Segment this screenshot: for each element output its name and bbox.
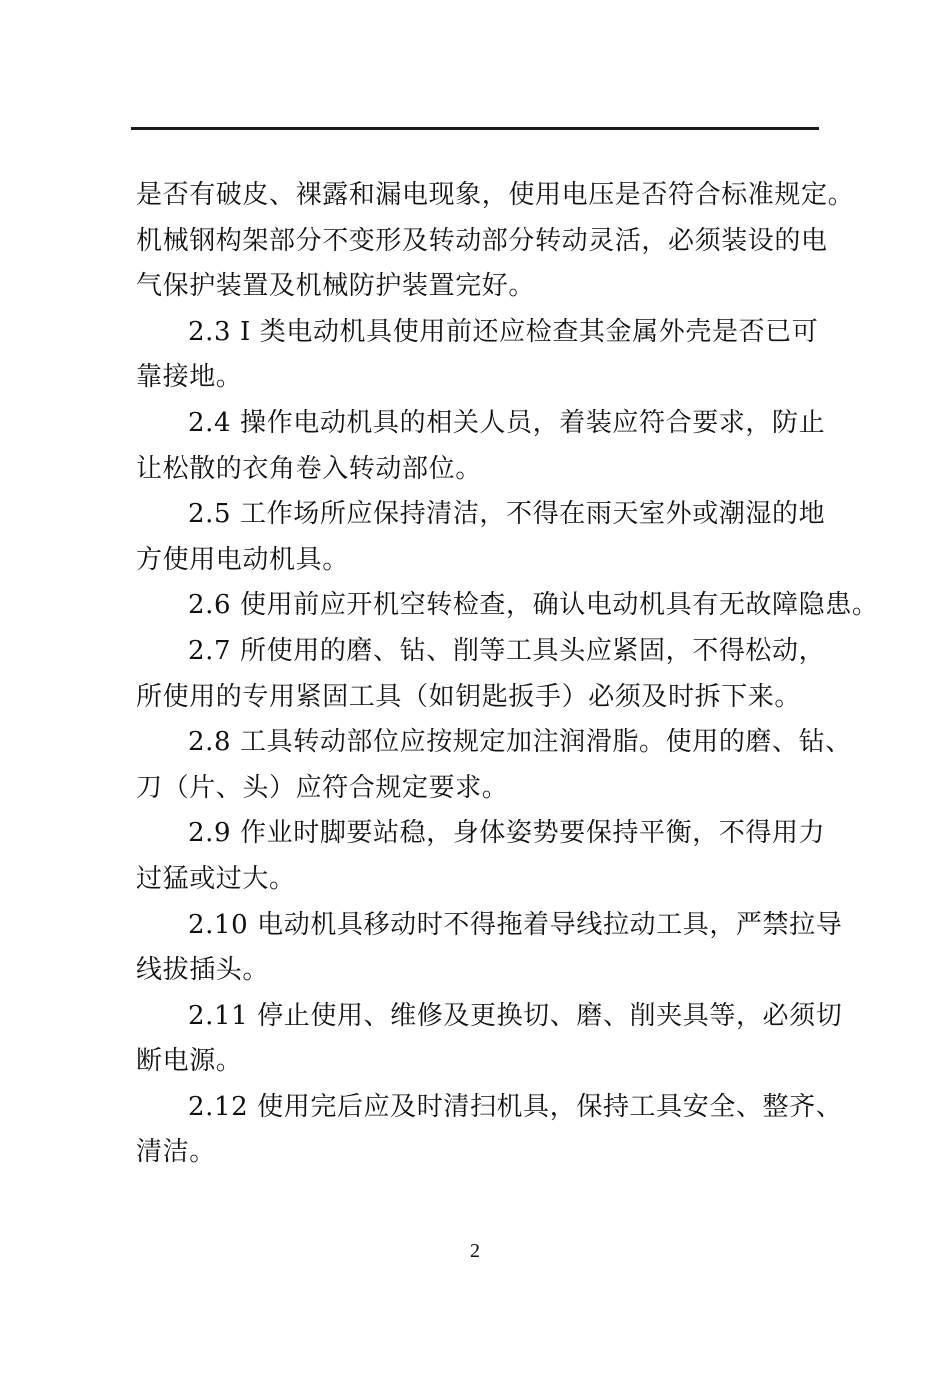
text-line: 清洁。 xyxy=(136,1137,216,1168)
clause-2-12: 2.12 使用完后应及时清扫机具，保持工具安全、整齐、 xyxy=(188,1091,843,1122)
text-line: 刀（片、头）应符合规定要求。 xyxy=(136,772,509,803)
text-line: 所使用的专用紧固工具（如钥匙扳手）必须及时拆下来。 xyxy=(136,681,802,712)
text-line: 方使用电动机具。 xyxy=(136,544,349,575)
text-line: 是否有破皮、裸露和漏电现象，使用电压是否符合标准规定。 xyxy=(136,180,855,210)
clause-2-6: 2.6 使用前应开机空转检查，确认电动机具有无故障隐患。 xyxy=(188,590,879,621)
text-line: 断电源。 xyxy=(136,1046,243,1077)
text-line: 过猛或过大。 xyxy=(136,863,296,894)
clause-2-7: 2.7 所使用的磨、钻、削等工具头应紧固，不得松动， xyxy=(188,635,826,666)
text-line: 让松散的衣角卷入转动部位。 xyxy=(136,453,482,484)
text-line: 线拔插头。 xyxy=(136,955,270,986)
clause-2-11: 2.11 停止使用、维修及更换切、磨、削夹具等，必须切 xyxy=(188,1000,843,1031)
clause-2-10: 2.10 电动机具移动时不得拖着导线拉动工具，严禁拉导 xyxy=(188,909,843,940)
text-line: 气保护装置及机械防护装置完好。 xyxy=(136,271,536,302)
clause-2-9: 2.9 作业时脚要站稳，身体姿势要保持平衡，不得用力 xyxy=(188,818,826,849)
clause-2-8: 2.8 工具转动部位应按规定加注润滑脂。使用的磨、钻、 xyxy=(188,727,852,758)
text-line: 靠接地。 xyxy=(136,362,243,393)
clause-2-4: 2.4 操作电动机具的相关人员，着装应符合要求，防止 xyxy=(188,407,826,438)
clause-2-5: 2.5 工作场所应保持清洁，不得在雨天室外或潮湿的地 xyxy=(188,499,826,530)
clause-2-3: 2.3 I 类电动机具使用前还应检查其金属外壳是否已可 xyxy=(188,316,819,347)
document-body xyxy=(136,173,879,1176)
page-number: 2 xyxy=(470,1240,480,1262)
header-rule xyxy=(131,127,819,130)
text-line: 机械钢构架部分不变形及转动部分转动灵活，必须装设的电 xyxy=(136,225,828,256)
